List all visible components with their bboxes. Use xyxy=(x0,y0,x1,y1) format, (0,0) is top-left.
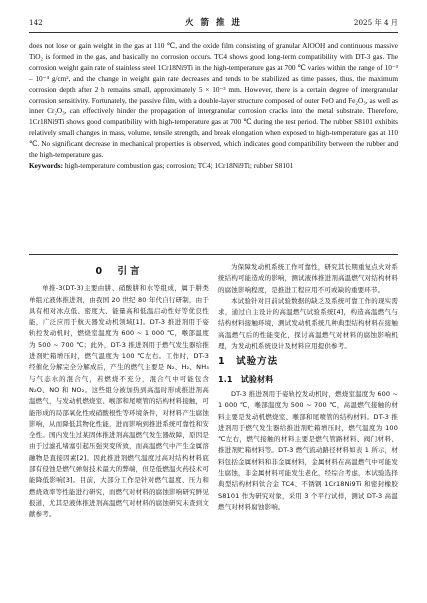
subsection-heading-materials: 1.1 试验材料 xyxy=(218,374,274,384)
right-column xyxy=(218,262,398,513)
abstract-rule xyxy=(29,254,398,255)
page-number: 142 xyxy=(29,18,43,27)
keywords-text: high-temperature combustion gas; corrosion; TC4; 1Cr18Ni9Ti; rubber S8101 xyxy=(64,160,294,170)
journal-title: 火 箭 推 进 xyxy=(185,18,242,28)
running-header xyxy=(29,16,398,30)
left-column xyxy=(29,262,209,521)
keywords-line xyxy=(29,161,398,172)
intro-paragraph: 单推-3(DT-3)主要由肼、硝酸肼和水等组成，属于肼类单组元液体推进剂，由我国 20 世纪 80 年代自行研制，由于具有相对冰点低、密度大、能量高和低温启动性好等优良性能，广泛应用于航天器发动机领域[1]。DT-3 推进剂用于姿轨控发动机时，燃烧室温度为 600 ~ 1 000 ℃，喉部温度为 500 ~ 700 ℃；此外，DT-3 推进剂用于燃气发生器给推进剂贮箱增压时，燃气温度为 100 ℃左右。工作时，DT-3 经催化分解完全分解成后，产生的燃气主要是 N₂、H₂、NH₃与气态水的混合气，若燃烧不充分，混合气中可能包含 N₂O、NO 和 NO₂。这些组分被加热到高温时形成推进剂高温燃气，与发动机燃烧室、喉部和尾喷管的结构材料接触，可能形成的局部氧化性或硝酸根性等环境条件，对材料产生腐蚀影响，从而降低其物化性能，进而影响到推进系统可靠性和安全性。国内发生过某固体推进剂高温燃气发生器故障，原因是由于过滤孔堵塞引起压强突变所致，而高温燃气中产生金属溶融物是直接因素[2]。因此推进剂燃气温度过高对结构材料底部有侵蚀是燃气弹射技术最大的弊端，但是低燃温火药技术可能降低影响[3]。目前，大部分工作是针对燃气温度、压力和燃烧效率等性能进行研究，而燃气对材料的腐蚀影响研究鲜见报道，尤其是液体推进剂高温燃气对材料的腐蚀研究未查到文献参考。 xyxy=(29,284,209,519)
intro-paragraph-purpose: 本试验针对目前试验数据的缺乏及系统可靠工作的现实需求，通过自主设计的高温燃气试验系统[4]，构造高温燃气与结构材料接触环境，测试发动机系统几种典型结构材料在接触高温燃气后的性能变化，探讨高温燃气对材料的腐蚀影响机理，为发动机系统设计及材料应用提供参考。 xyxy=(218,296,398,351)
materials-paragraph: DT-3 推进剂用于姿轨控发动机时，燃烧室温度为 600 ~ 1 000 ℃，喉部温度为 500 ~ 700 ℃，高温燃气接触的材料主要是发动机燃烧室、喉部和尾喷管的结构材料。DT-3 推进剂用于燃气发生器给推进剂贮箱增压时，燃气温度为 100 ℃左右，燃气接触的材料主要是燃气管路材料、阀门材料、推进剂贮箱材料等。DT-3 燃气流动路径材料如表 1 所示，材料包括金属材料和非金属材料，金属材料在高温燃气中可能发生腐蚀，非金属材料可能发生老化，经综合考虑，本试验选择典型结构材料钛合金 TC4、不锈钢 1Cr18Ni9Ti 和密封橡胶 S8101 作为研究对象，采用 3 个平行试样，测试 DT-3 高温燃气对材料腐蚀影响。 xyxy=(218,389,398,511)
section-heading-methods: 1 试验方法 xyxy=(218,356,279,368)
header-rule xyxy=(29,32,398,33)
english-abstract xyxy=(29,41,398,172)
intro-paragraph-continued: 为保障发动机系统工作可靠性，研究其长期重复点火对系统结构可能造成的影响，测试液体推进剂高温燃气对结构材料的腐蚀影响程度，是推进工程应用不可或缺的重要环节。 xyxy=(218,263,398,294)
abstract-text: does not lose or gain weight in the gas at 110 ℃, and the oxide film consisting of granular AlOOH and continuous massive TiO₂ is formed in the gas, and basically no corrosion occurs. TC4 shows good long-term compatibility with DT-3 gas. The corrosion weight gain rate of stainless steel 1Cr18Ni9Ti in the high-temperature gas at 700 ℃ varies within the range of 10⁻³ – 10⁻⁴ g/cm², and the change in weight gain rate decreases and tends to be stabilized as time passes, thus, the maximum corrosion depth after 2 h remains small, approximately 5 × 10⁻³ mm. However, there is a certain degree of intergranular corrosion sensitivity. Fortunately, the passive film, with a double-layer structure composed of outer FeO and Fe₂O₃, as well as inner Cr₂O₃, can effectively hinder the propagation of intergranular corrosion cracks into the metal substrate. Therefore, 1Cr18Ni9Ti shows good compatibility with high-temperature gas at 700 ℃ during the test period. The rubber S8101 exhibits relatively small changes in mass, volume, tensile strength, and break elongation when exposed to high-temperature gas at 110 ℃. No significant decrease in mechanical properties is observed, which indicates good compatibility between the rubber and the high-temperature gas. xyxy=(29,41,398,160)
section-heading-introduction: 0 引言 xyxy=(95,266,143,277)
keywords-label: Keywords: xyxy=(29,160,64,170)
issue-date: 2025 年 4 月 xyxy=(353,18,398,27)
